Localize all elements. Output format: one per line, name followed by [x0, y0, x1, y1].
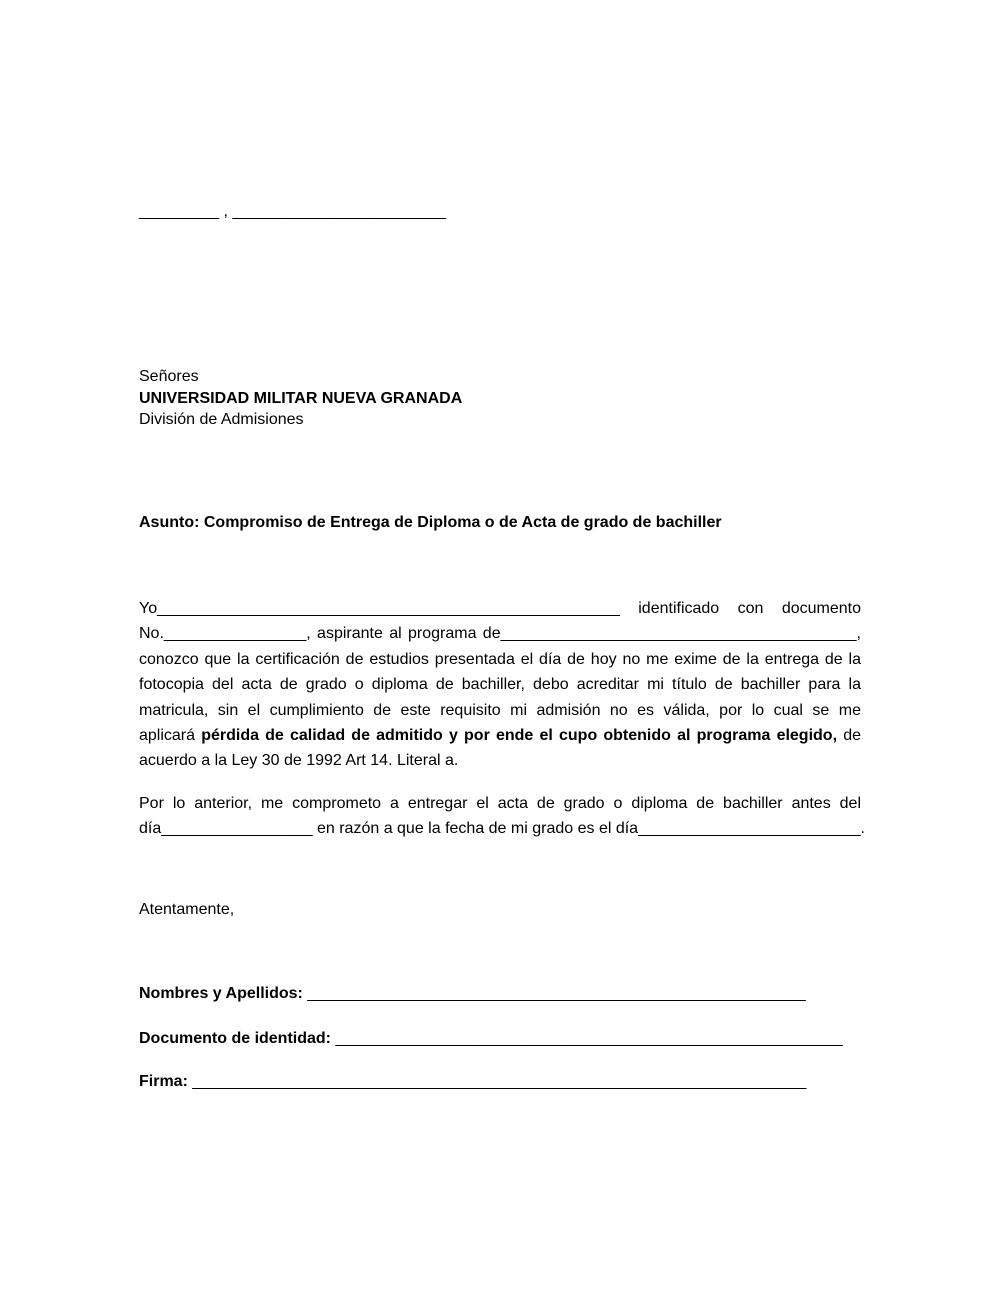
university-name: UNIVERSIDAD MILITAR NUEVA GRANADA [139, 389, 463, 407]
salutation: Señores [139, 368, 199, 385]
identity-document-label: Documento de identidad: [139, 1030, 336, 1047]
body1-line4: fotocopia del acta de grado o diploma de bachiller, debo acreditar mi título de bachiller para la [139, 676, 861, 694]
name-label: Nombres y Apellidos: [139, 985, 308, 1002]
body2-line2 [139, 816, 865, 841]
body2-line2-mid: en razón a que la fecha de mi grado es el día [312, 820, 639, 838]
body1-line6-text: aplicará [139, 727, 202, 745]
firma-blank: _____________________________________________________________________ [192, 1073, 807, 1090]
document-number-blank: ________________ [163, 625, 307, 643]
body1-line1-text: Yo [139, 600, 158, 617]
body-paragraph-1 [139, 596, 861, 774]
body2-line2-text: día [139, 820, 162, 838]
graduation-date-blank: _________________________ [638, 820, 861, 838]
place-blank: _________ [139, 203, 220, 220]
identity-document-blank: _________________________________________________________ [335, 1030, 843, 1047]
body1-line5: matricula, sin el cumplimiento de este requisito mi admisión no es válida, por lo cual se me [139, 701, 861, 719]
date-blank: ________________________ [232, 203, 446, 220]
body1-line6-tail: de [837, 727, 861, 745]
signature-name-blank: ________________________________________________________ [307, 985, 806, 1002]
name-fill-blank: ____________________________________________________ [157, 600, 620, 617]
body1-line6 [139, 723, 861, 748]
place-date-separator: , [219, 203, 233, 220]
recipient-block [139, 366, 861, 431]
body1-line1 [139, 596, 861, 621]
body1-line2-text: No. [139, 625, 164, 643]
firma-label: Firma: [139, 1073, 193, 1090]
body2-line2-tail: . [860, 820, 865, 838]
program-name-blank: ________________________________________ [500, 625, 857, 643]
body2-line1: Por lo anterior, me comprometo a entregar el acta de grado o diploma de bachiller antes del [139, 795, 861, 812]
deadline-date-blank: _________________ [161, 820, 313, 838]
body1-line2-mid: , aspirante al programa de [306, 625, 501, 643]
body1-line3: conozco que la certificación de estudios presentada el día de hoy no me exime de la entrega de la [139, 650, 861, 668]
subject-line: Asunto: Compromiso de Entrega de Diploma o de Acta de grado de bachiller [139, 514, 722, 531]
division-name: División de Admisiones [139, 411, 304, 428]
body-paragraph-2 [139, 791, 865, 842]
signature-firma-row [139, 1071, 861, 1093]
body1-line2-tail: , [856, 625, 861, 643]
closing-line: Atentamente, [139, 901, 235, 918]
signature-name-row [139, 983, 861, 1005]
penalty-bold-text: pérdida de calidad de admitido y por ende el cupo obtenido al programa elegido, [201, 727, 838, 745]
body1-line1-tail: identificado con documento [619, 600, 861, 617]
place-date-line [139, 201, 861, 223]
signature-document-row [139, 1028, 861, 1050]
body1-line7: acuerdo a la Ley 30 de 1992 Art 14. Literal a. [139, 752, 459, 770]
body1-line2 [139, 621, 861, 646]
